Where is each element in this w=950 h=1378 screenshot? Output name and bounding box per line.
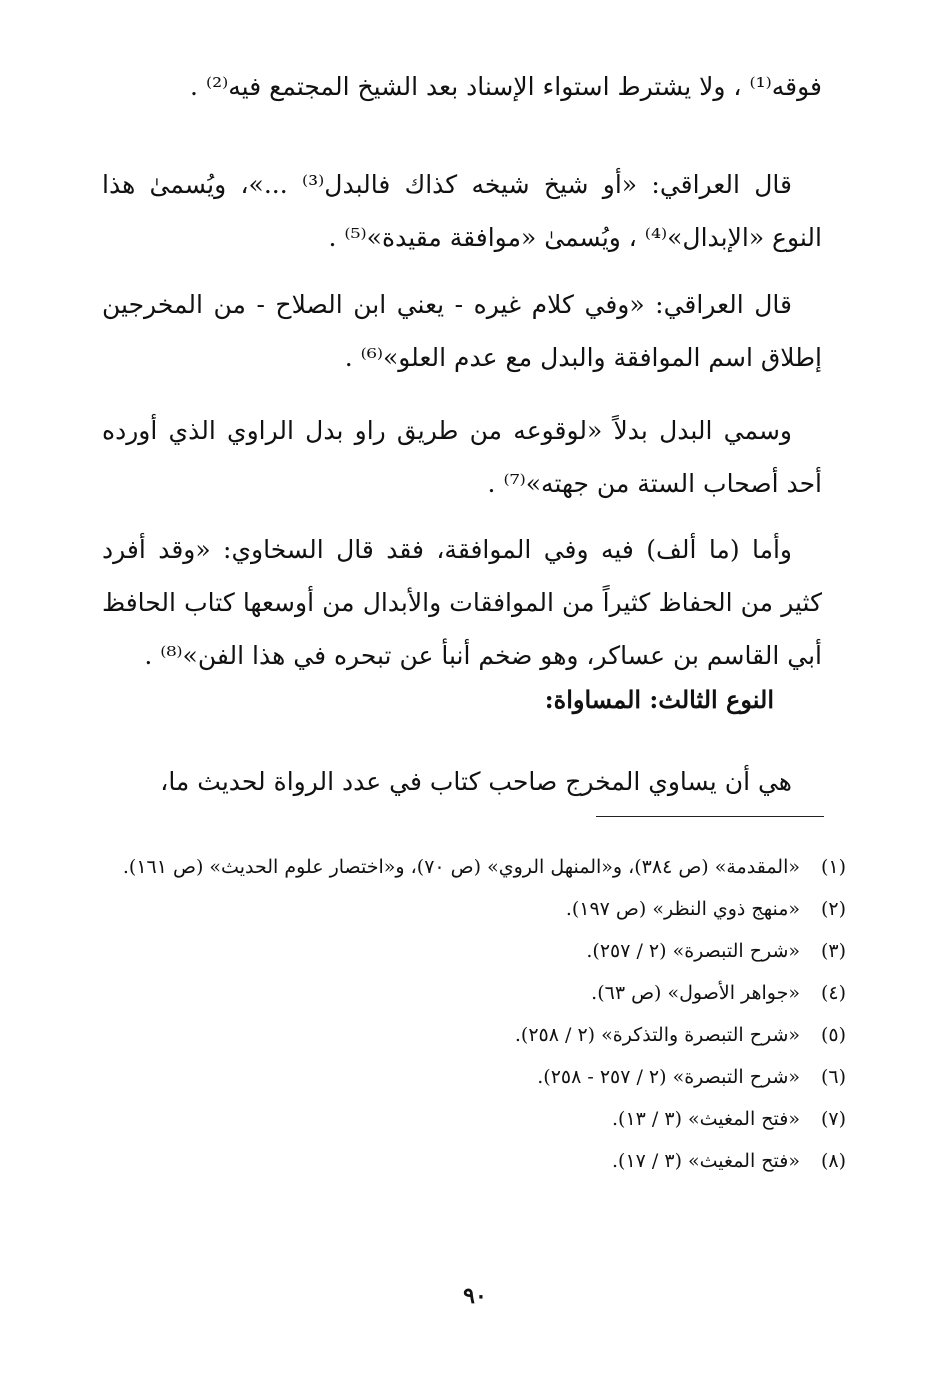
footnote-number: (١) — [820, 856, 846, 878]
page-number: ٩٠ — [463, 1283, 487, 1309]
footnote-text: «فتح المغيث» (٣ / ١٧). — [611, 1150, 800, 1172]
footnotes — [106, 846, 846, 1182]
footnote-item — [106, 972, 846, 1014]
footnote-item — [106, 846, 846, 888]
footnote-item — [106, 1098, 846, 1140]
footnote-item — [106, 1140, 846, 1182]
footnote-text: «فتح المغيث» (٣ / ١٣). — [611, 1108, 800, 1130]
footnote-text: «شرح التبصرة» (٢ / ٢٥٧). — [586, 940, 800, 962]
footnote-item — [106, 888, 846, 930]
footnote-number: (٣) — [820, 940, 846, 962]
footnote-text: «منهج ذوي النظر» (ص ١٩٧). — [565, 898, 800, 920]
footnote-item — [106, 1014, 846, 1056]
footnote-number: (٢) — [820, 898, 846, 920]
footnote-item — [106, 930, 846, 972]
paragraph-1: فوقه⁽¹⁾ ، ولا يشترط استواء الإسناد بعد الشيخ المجتمع فيه⁽²⁾ . — [190, 72, 822, 101]
footnote-text: «شرح التبصرة والتذكرة» (٢ / ٢٥٨). — [514, 1024, 800, 1046]
footnote-text: «المقدمة» (ص ٣٨٤)، و«المنهل الروي» (ص ٧٠)، و«اختصار علوم الحديث» (ص ١٦١). — [122, 856, 800, 878]
paragraph-5: وأما (ما ألف) فيه وفي الموافقة، فقد قال السخاوي: «وقد أفرد كثير من الحفاظ كثيراً من الموافقات والأبدال من أوسعها كتاب الحافظ أبي القاسم بن عساكر، وهو ضخم أنبأ عن تبحره في هذا الفن»⁽⁸⁾ . — [102, 535, 822, 670]
footnote-separator — [596, 816, 824, 817]
footnote-number: (٤) — [820, 982, 846, 1004]
footnote-number: (٥) — [820, 1024, 846, 1046]
footnote-number: (٦) — [820, 1066, 846, 1088]
footnote-text: «شرح التبصرة» (٢ / ٢٥٧ - ٢٥٨). — [537, 1066, 800, 1088]
paragraph-3: قال العراقي: «وفي كلام غيره - يعني ابن الصلاح - من المخرجين إطلاق اسم الموافقة والبدل مع عدم العلو»⁽⁶⁾ . — [102, 290, 822, 372]
section-heading: النوع الثالث: المساواة: — [544, 685, 774, 714]
paragraph-4: وسمي البدل بدلاً «لوقوعه من طريق راو بدل الراوي الذي أورده أحد أصحاب الستة من جهته»⁽⁷⁾ . — [102, 416, 822, 498]
footnote-number: (٧) — [820, 1108, 846, 1130]
paragraph-2: قال العراقي: «أو شيخ شيخه كذاك فالبدل⁽³⁾ ...»، ويُسمىٰ هذا النوع «الإبدال»⁽⁴⁾ ، ويُسمىٰ «موافقة مقيدة»⁽⁵⁾ . — [102, 170, 822, 252]
footnote-number: (٨) — [820, 1150, 846, 1172]
footnote-text: «جواهر الأصول» (ص ٦٣). — [591, 982, 800, 1004]
paragraph-6: هي أن يساوي المخرج صاحب كتاب في عدد الرواة لحديث ما، — [160, 767, 792, 796]
footnote-item — [106, 1056, 846, 1098]
